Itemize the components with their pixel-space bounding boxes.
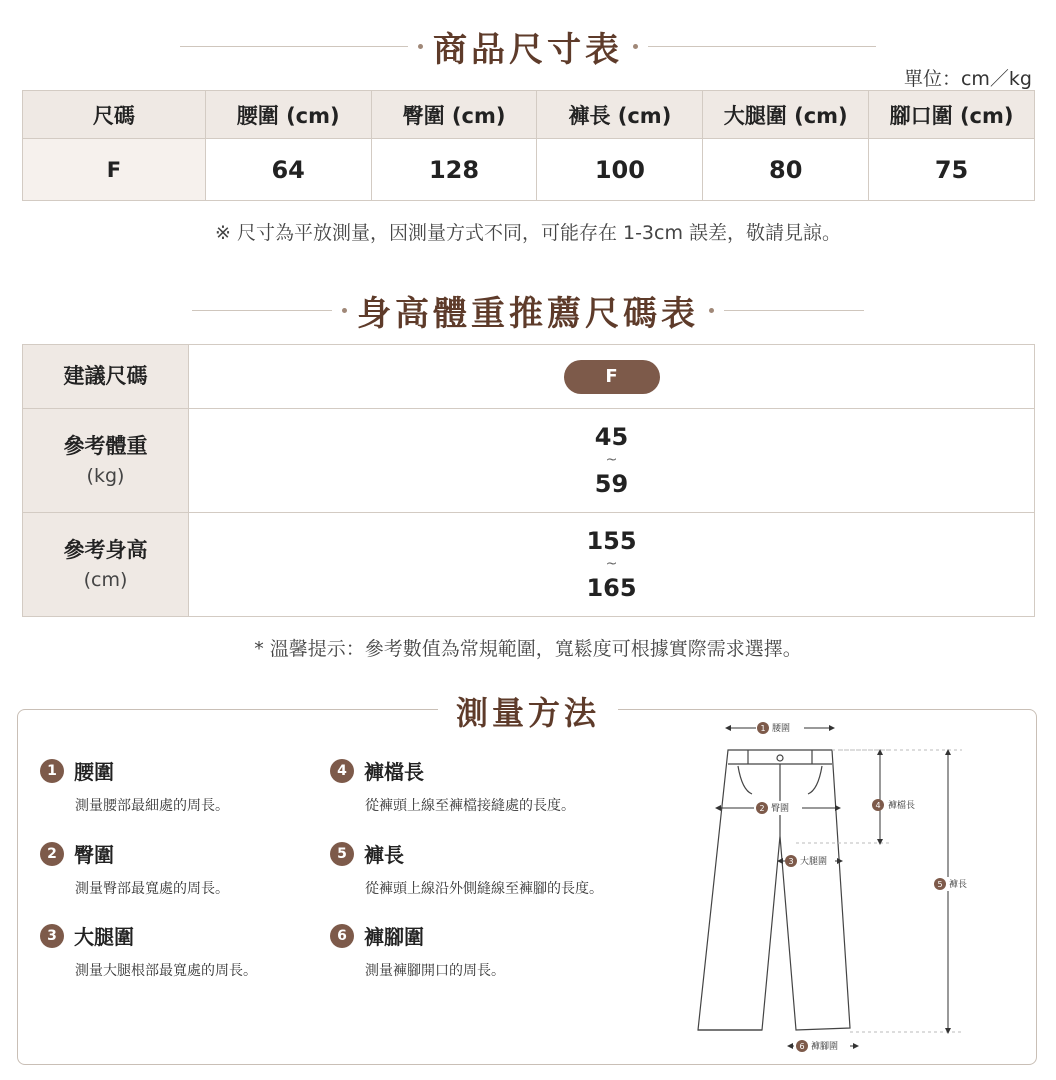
divider-dot [342, 308, 347, 313]
header-cell-length: 褲長 (cm) [537, 91, 703, 139]
measure-desc: 測量腰部最細處的周長。 [75, 798, 229, 814]
recommend-title-row [0, 286, 1056, 335]
measure-desc: 從褲頭上線沿外側縫線至褲腳的長度。 [365, 881, 603, 897]
table-row [23, 513, 1035, 617]
measure-name: 褲腳圍 [364, 925, 424, 949]
measure-item-hem [330, 921, 630, 980]
size-chart-title: 商品尺寸表 [433, 30, 623, 70]
cell-length: 100 [537, 139, 703, 201]
header-cell-waist: 腰圍 (cm) [205, 91, 371, 139]
unit-label: 單位：cm／kg [903, 68, 1032, 90]
weight-min: 45 [594, 422, 629, 451]
height-max: 165 [586, 573, 637, 602]
measure-desc: 測量褲腳開口的周長。 [365, 963, 505, 979]
svg-text:1: 1 [760, 724, 766, 733]
size-pill: F [564, 360, 660, 394]
number-badge: 5 [330, 842, 354, 866]
cell-hip: 128 [371, 139, 537, 201]
number-badge: 3 [40, 924, 64, 948]
header-cell-hem: 腳口圍 (cm) [869, 91, 1035, 139]
divider-dot [633, 44, 638, 49]
recommend-table [22, 344, 1035, 617]
height-value-cell [189, 513, 1035, 617]
measure-name: 臀圍 [74, 843, 114, 867]
divider-line [192, 310, 332, 311]
measure-item-thigh [40, 921, 340, 980]
size-note: ※ 尺寸為平放測量，因測量方式不同，可能存在 1-3cm 誤差，敬請見諒。 [214, 222, 842, 244]
divider-line [648, 46, 876, 47]
diagram-label-rise [872, 799, 915, 811]
diagram-label-waist [756, 721, 804, 735]
pants-outline-icon [698, 750, 850, 1030]
measure-item-rise [330, 756, 630, 815]
weight-label-cell [23, 409, 189, 513]
number-badge: 6 [330, 924, 354, 948]
height-unit: (cm) [83, 569, 128, 591]
header-cell-size: 尺碼 [23, 91, 206, 139]
diagram-label-thigh [785, 854, 835, 868]
jeans-diagram [690, 718, 990, 1063]
table-row [23, 409, 1035, 513]
recommend-note: * 溫馨提示：參考數值為常規範圍，寬鬆度可根據實際需求選擇。 [254, 638, 802, 660]
measure-name: 褲長 [364, 843, 404, 867]
measure-desc: 測量臀部最寬處的周長。 [75, 881, 229, 897]
divider-line [724, 310, 864, 311]
measure-name: 腰圍 [74, 760, 114, 784]
divider-dot [709, 308, 714, 313]
svg-text:3: 3 [788, 857, 794, 866]
measure-item-waist [40, 756, 340, 815]
tilde: ~ [605, 452, 618, 469]
height-label-cell [23, 513, 189, 617]
size-table [22, 90, 1035, 201]
weight-value-cell [189, 409, 1035, 513]
table-row [23, 139, 1035, 201]
header-cell-thigh: 大腿圍 (cm) [703, 91, 869, 139]
recommend-size-label [23, 345, 189, 409]
cell-waist: 64 [205, 139, 371, 201]
svg-text:2: 2 [759, 804, 765, 813]
measure-title: 測量方法 [438, 688, 618, 734]
tilde: ~ [605, 556, 618, 573]
number-badge: 1 [40, 759, 64, 783]
svg-text:5: 5 [937, 880, 943, 889]
height-label: 參考身高 [63, 537, 148, 562]
table-row [23, 345, 1035, 409]
weight-label: 參考體重 [63, 433, 148, 458]
diagram-label-hem [794, 1039, 850, 1053]
svg-text:6: 6 [799, 1042, 805, 1051]
label-text: 建議尺碼 [63, 363, 148, 388]
label-text: 褲腳圍 [811, 1042, 839, 1052]
height-min: 155 [586, 526, 637, 555]
weight-max: 59 [594, 469, 629, 498]
label-text: 臀圍 [771, 804, 790, 814]
divider-line [180, 46, 408, 47]
cell-hem: 75 [869, 139, 1035, 201]
size-chart-title-row [0, 22, 1056, 71]
cell-thigh: 80 [703, 139, 869, 201]
size-table-header-row [23, 91, 1035, 139]
number-badge: 2 [40, 842, 64, 866]
measure-name: 褲檔長 [364, 760, 424, 784]
diagram-label-hip [754, 801, 802, 815]
measure-name: 大腿圍 [74, 925, 134, 949]
measure-desc: 從褲頭上線至褲檔接縫處的長度。 [365, 798, 575, 814]
recommend-title: 身高體重推薦尺碼表 [357, 294, 699, 334]
divider-dot [418, 44, 423, 49]
measure-item-length [330, 839, 630, 898]
svg-text:4: 4 [875, 801, 881, 810]
cell-size: F [23, 139, 206, 201]
header-cell-hip: 臀圍 (cm) [371, 91, 537, 139]
label-text: 大腿圍 [800, 857, 828, 867]
label-text: 腰圍 [772, 724, 791, 734]
measure-desc: 測量大腿根部最寬處的周長。 [75, 963, 257, 979]
measure-item-hip [40, 839, 340, 898]
label-text: 褲檔長 [888, 801, 916, 811]
number-badge: 4 [330, 759, 354, 783]
weight-unit: (kg) [86, 465, 125, 487]
recommend-size-cell [189, 345, 1035, 409]
diagram-label-length [930, 877, 974, 891]
label-text: 褲長 [949, 880, 968, 890]
